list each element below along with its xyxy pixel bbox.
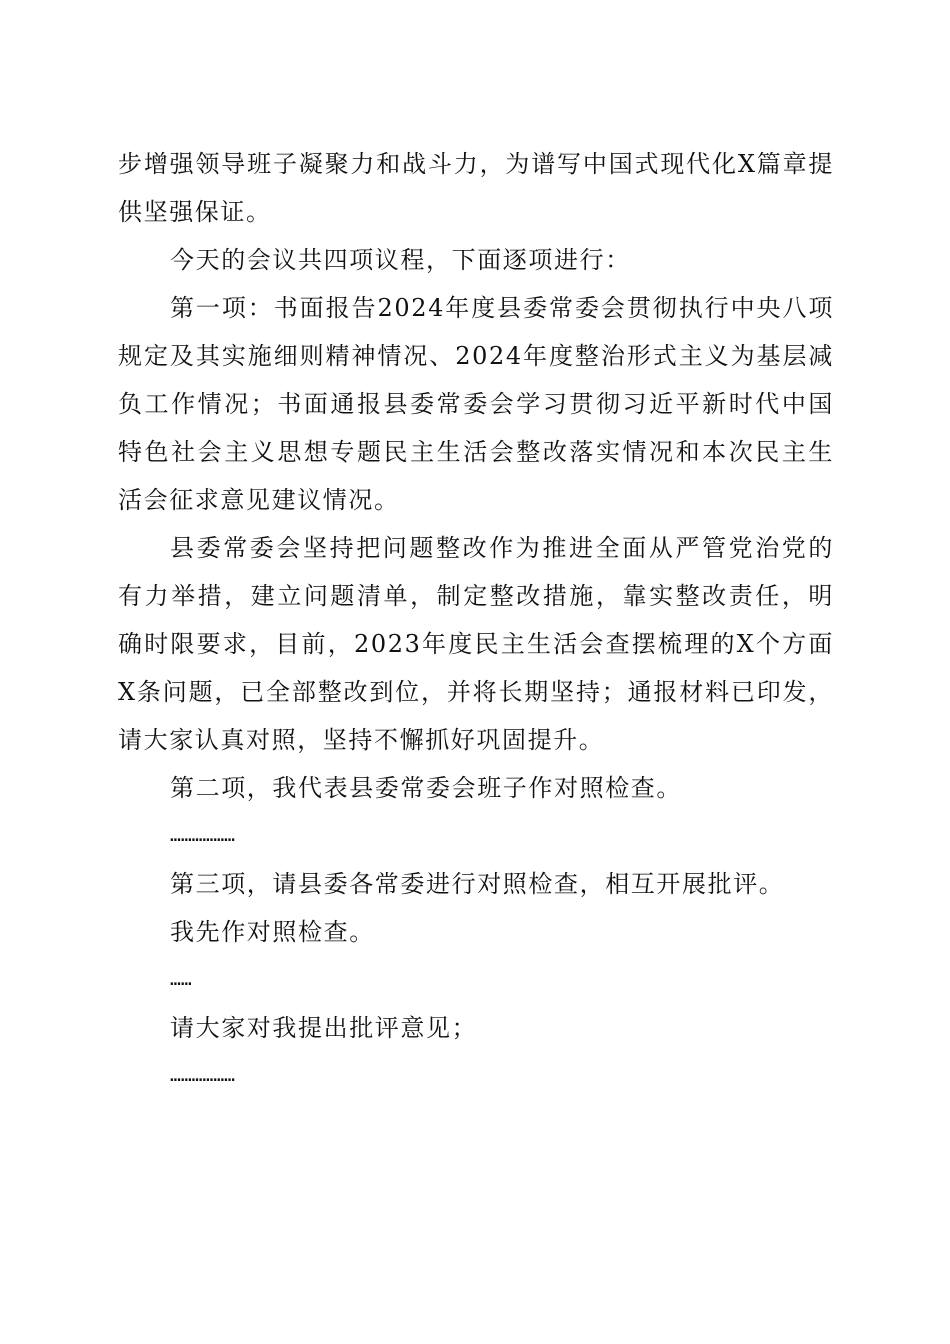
ellipsis-line: ……………… xyxy=(170,1065,236,1086)
paragraph-continuation: 步增强领导班子凝聚力和战斗力，为谱写中国式现代化X篇章提供坚强保证。 xyxy=(118,150,834,226)
paragraph-item-three: 第三项，请县委各常委进行对照检查，相互开展批评。 xyxy=(170,870,785,898)
paragraph-self-check: 我先作对照检查。 xyxy=(170,918,375,946)
paragraph-item-two: 第二项，我代表县委常委会班子作对照检查。 xyxy=(170,774,682,802)
paragraph-item-one: 第一项：书面报告2024年度县委常委会贯彻执行中央八项规定及其实施细则精神情况、2024年度整治形式主义为基层减负工作情况；书面通报县委常委会学习贯彻习近平新时代中国特色社会主义思想专题民主生活会整改落实情况和本次民主生活会征求意见建议情况。 xyxy=(118,294,834,514)
paragraph-agenda-intro: 今天的会议共四项议程，下面逐项进行： xyxy=(170,246,631,274)
paragraph-rectification: 县委常委会坚持把问题整改作为推进全面从严管党治党的有力举措，建立问题清单，制定整改措施，靠实整改责任，明确时限要求，目前，2023年度民主生活会查摆梳理的X个方面X条问题，已全部整改到位，并将长期坚持；通报材料已印发，请大家认真对照，坚持不懈抓好巩固提升。 xyxy=(118,534,834,754)
paragraph-request-criticism: 请大家对我提出批评意见； xyxy=(170,1014,478,1042)
document-page xyxy=(118,140,834,1100)
ellipsis-line: ……………… xyxy=(170,825,236,846)
ellipsis-line: …… xyxy=(170,969,192,990)
